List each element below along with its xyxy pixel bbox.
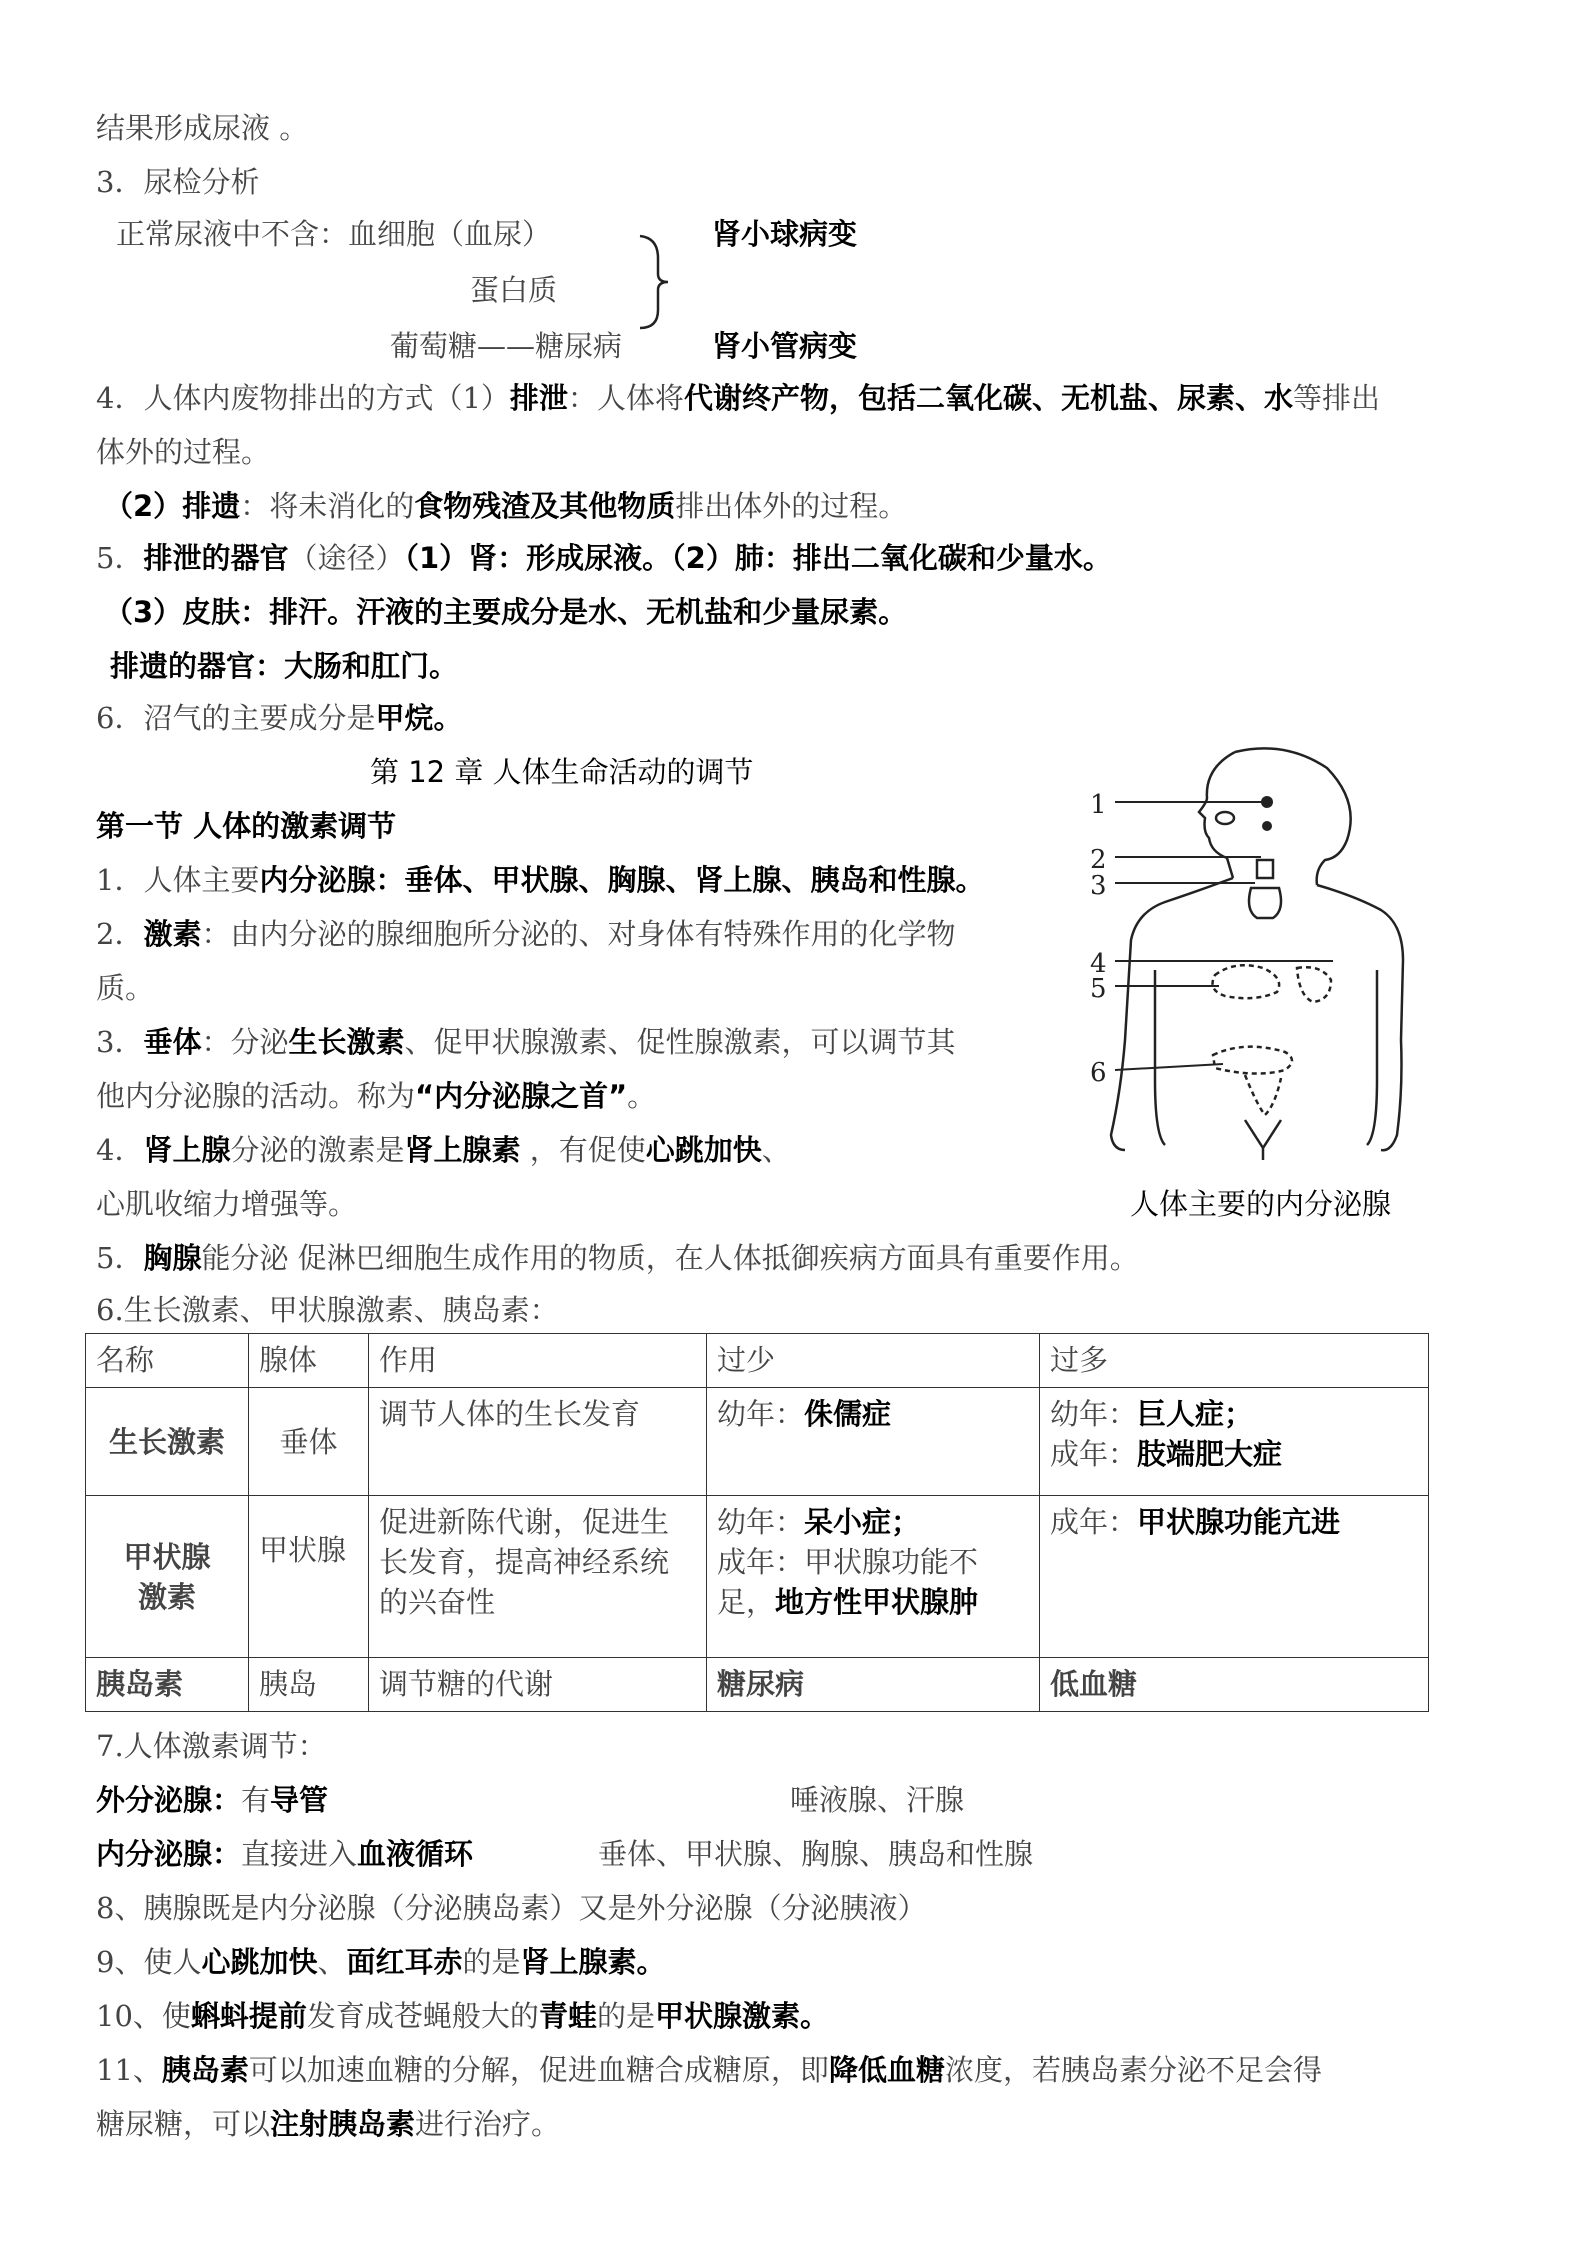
- hormone-11: [96, 2050, 1322, 2090]
- table-cell: 胰岛: [249, 1658, 369, 1712]
- table-header: 腺体: [249, 1334, 369, 1388]
- text-span: 、促甲状腺激素、促性腺激素，可以调节其: [404, 1025, 956, 1059]
- text-span: （2）: [104, 489, 183, 523]
- text-span: 胸腺: [143, 1241, 202, 1275]
- text-span: 10、使: [96, 1999, 191, 2033]
- figure-label: 4: [1090, 949, 1107, 979]
- text-span: 6．沼气的主要成分是: [96, 701, 376, 735]
- text-span: 甲状腺功能亢进: [1137, 1505, 1341, 1539]
- exocrine-line: [96, 1780, 328, 1820]
- table-header-row: [86, 1334, 1429, 1388]
- figure-label: 5: [1090, 974, 1107, 1004]
- text-span: 侏儒症: [804, 1397, 892, 1431]
- text-span: ：人体将: [567, 381, 684, 415]
- text-span: 成年：甲状腺功能不足，: [717, 1545, 979, 1619]
- text-span: 1．人体主要: [96, 863, 260, 897]
- text-span: 排出体外的过程。: [675, 489, 908, 523]
- table-header: 过少: [707, 1334, 1040, 1388]
- table-cell: 生长激素: [86, 1388, 249, 1496]
- text-span: 9、使人: [96, 1945, 202, 1979]
- para-6: [96, 698, 462, 738]
- text-span: 3．: [96, 1025, 144, 1059]
- text-span: 5．: [96, 541, 144, 575]
- text-span: 幼年：: [717, 1505, 805, 1539]
- hormone-2: [96, 914, 955, 954]
- text-span: 幼年：: [717, 1397, 805, 1431]
- para-5: [96, 538, 1112, 578]
- section-title: 第一节 人体的激素调节: [96, 809, 397, 843]
- text-span: 进行治疗。: [415, 2107, 561, 2141]
- table-row: [86, 1658, 1429, 1712]
- endocrine-line: [96, 1834, 473, 1874]
- hormone-3-cont: [96, 1076, 656, 1116]
- hormone-3: [96, 1022, 956, 1062]
- text-span: ，有促使: [520, 1133, 646, 1167]
- heading-urine-test: 3．尿检分析: [96, 165, 260, 199]
- text-span: 有: [241, 1783, 271, 1817]
- text-span: 排遗: [182, 489, 241, 523]
- text-span: 生长激素: [288, 1025, 405, 1059]
- text-span: 5．: [96, 1241, 144, 1275]
- table-cell: 胰岛素: [86, 1658, 249, 1712]
- hormone-5: [96, 1238, 1139, 1278]
- table-cell: [1040, 1496, 1429, 1658]
- table-cell: [249, 1496, 369, 1658]
- table-cell: [86, 1496, 249, 1658]
- hormone-6: 6.生长激素、甲状腺激素、胰岛素：: [96, 1293, 559, 1327]
- text-span: 分泌的激素是: [230, 1133, 405, 1167]
- text-span: 甲状腺: [259, 1533, 347, 1567]
- hormone-7: 7.人体激素调节：: [96, 1729, 327, 1763]
- text-span: 蝌蚪提前: [190, 1999, 307, 2033]
- table-row: [86, 1496, 1429, 1658]
- urine-line-c: 葡萄糖——糖尿病: [390, 329, 623, 363]
- text-span: 、: [761, 1133, 791, 1167]
- text-span: 直接进入: [241, 1837, 358, 1871]
- para-5-egestion: 排遗的器官：大肠和肛门。: [110, 649, 459, 683]
- table-header: 作用: [369, 1334, 707, 1388]
- table-header: 过多: [1040, 1334, 1429, 1388]
- text-span: 浓度，若胰岛素分泌不足会得: [944, 2053, 1322, 2087]
- hormone-10: [96, 1996, 829, 2036]
- para-4: [96, 378, 1380, 418]
- text-span: 胰岛素: [161, 2053, 249, 2087]
- text-span: 注射胰岛素: [270, 2107, 416, 2141]
- text-span: 心跳加快: [645, 1133, 762, 1167]
- urine-line-b: 蛋白质: [470, 273, 558, 307]
- text-span: 血液循环: [357, 1837, 474, 1871]
- text-span: 面红耳赤: [346, 1945, 463, 1979]
- text-span: 的是: [596, 1999, 655, 2033]
- text-span: 2．: [96, 917, 144, 951]
- text-span: 。: [627, 1079, 657, 1113]
- text-span: （途径）: [288, 541, 405, 575]
- urine-result-2: 肾小管病变: [712, 329, 858, 363]
- text-span: 可以加速血糖的分解，促进血糖合成糖原，即: [248, 2053, 829, 2087]
- table-cell: 低血糖: [1040, 1658, 1429, 1712]
- text-span: 他内分泌腺的活动。称为: [96, 1079, 416, 1113]
- figure-label: 2: [1090, 845, 1107, 875]
- text-span: 巨人症；: [1137, 1397, 1254, 1431]
- text-span: 激素: [143, 917, 202, 951]
- hormone-table: [85, 1333, 1429, 1712]
- text-span: 成年：: [1050, 1437, 1138, 1471]
- curly-brace-icon: [636, 232, 676, 332]
- text-span: 成年：: [1050, 1505, 1138, 1539]
- text-span: 食物残渣及其他物质: [414, 489, 676, 523]
- text-span: 11、: [96, 2053, 162, 2087]
- urine-line-a: 正常尿液中不含：血细胞（血尿）: [116, 217, 552, 251]
- text-span: 排泄: [509, 381, 568, 415]
- figure-label: 6: [1090, 1058, 1107, 1088]
- text-span: 呆小症；: [804, 1505, 921, 1539]
- text-span: 肾上腺素。: [520, 1945, 666, 1979]
- hormone-4-cont: 心肌收缩力增强等。: [96, 1187, 358, 1221]
- figure-label: 3: [1090, 871, 1107, 901]
- table-header: 名称: [86, 1334, 249, 1388]
- text-span: 甲状腺激素。: [654, 1999, 829, 2033]
- hormone-1: [96, 860, 984, 900]
- text-span: ：将未消化的: [240, 489, 415, 523]
- text-span: （1）肾：形成尿液。（2）肺：排出二氧化碳和少量水。: [404, 541, 1112, 575]
- text-span: 的是: [462, 1945, 521, 1979]
- hormone-11-cont: [96, 2104, 560, 2144]
- text-span: 等排出: [1292, 381, 1380, 415]
- table-cell: [707, 1388, 1040, 1496]
- para-4-cont: 体外的过程。: [96, 435, 271, 469]
- text-span: 肾上腺: [143, 1133, 231, 1167]
- text-span: 导管: [270, 1783, 329, 1817]
- chapter-title: 第 12 章 人体生命活动的调节: [370, 755, 754, 789]
- hormone-2-cont: 质。: [96, 971, 155, 1005]
- text-span: 甲状腺激素: [123, 1539, 211, 1614]
- hormone-8: 8、胰腺既是内分泌腺（分泌胰岛素）又是外分泌腺（分泌胰液）: [96, 1891, 927, 1925]
- text-span: 4．人体内废物排出的方式（1）: [96, 381, 510, 415]
- table-cell: [1040, 1388, 1429, 1496]
- table-cell: [707, 1496, 1040, 1658]
- text-span: 能分泌 促淋巴细胞生成作用的物质，在人体抵御疾病方面具有重要作用。: [201, 1241, 1139, 1275]
- exocrine-examples: 唾液腺、汗腺: [790, 1783, 965, 1817]
- text-span: 4．: [96, 1133, 144, 1167]
- table-cell: 糖尿病: [707, 1658, 1040, 1712]
- table-cell: 调节糖的代谢: [369, 1658, 707, 1712]
- text-span: ：由内分泌的腺细胞所分泌的、对身体有特殊作用的化学物: [201, 917, 956, 951]
- text-span: 青蛙: [538, 1999, 597, 2033]
- text-line: 结果形成尿液 。: [96, 111, 309, 145]
- text-span: 垂体: [143, 1025, 202, 1059]
- text-span: 降低血糖: [828, 2053, 945, 2087]
- endocrine-examples: 垂体、甲状腺、胸腺、胰岛和性腺: [598, 1837, 1034, 1871]
- hormone-4: [96, 1130, 791, 1170]
- para-5-skin: （3）皮肤：排汗。汗液的主要成分是水、无机盐和少量尿素。: [104, 595, 908, 629]
- text-span: 地方性甲状腺肿: [775, 1585, 979, 1619]
- text-span: 心跳加快: [201, 1945, 318, 1979]
- text-span: 外分泌腺：: [96, 1783, 242, 1817]
- text-span: 内分泌腺：: [96, 1837, 242, 1871]
- para-4-2: [104, 486, 907, 526]
- text-span: 内分泌腺：垂体、甲状腺、胸腺、肾上腺、胰岛和性腺。: [259, 863, 985, 897]
- text-span: 糖尿糖，可以: [96, 2107, 271, 2141]
- text-span: 代谢终产物，包括二氧化碳、无机盐、尿素、水: [683, 381, 1293, 415]
- text-span: 发育成苍蝇般大的: [306, 1999, 539, 2033]
- text-span: 幼年：: [1050, 1397, 1138, 1431]
- text-span: 肢端肥大症: [1137, 1437, 1283, 1471]
- figure-label: 1: [1090, 790, 1107, 820]
- hormone-9: [96, 1942, 666, 1982]
- urine-result-1: 肾小球病变: [712, 217, 858, 251]
- table-cell: 促进新陈代谢，促进生长发育，提高神经系统的兴奋性: [369, 1496, 707, 1658]
- text-span: 肾上腺素: [404, 1133, 521, 1167]
- figure-caption: 人体主要的内分泌腺: [1130, 1187, 1392, 1221]
- table-row: [86, 1388, 1429, 1496]
- endocrine-glands-figure: [1085, 740, 1415, 1160]
- table-cell: 垂体: [249, 1388, 369, 1496]
- table-cell: 调节人体的生长发育: [369, 1388, 707, 1496]
- text-span: 排泄的器官: [143, 541, 289, 575]
- text-span: 、: [317, 1945, 347, 1979]
- text-span: 甲烷。: [375, 701, 463, 735]
- text-span: “内分泌腺之首”: [415, 1079, 628, 1113]
- text-span: ：分泌: [201, 1025, 289, 1059]
